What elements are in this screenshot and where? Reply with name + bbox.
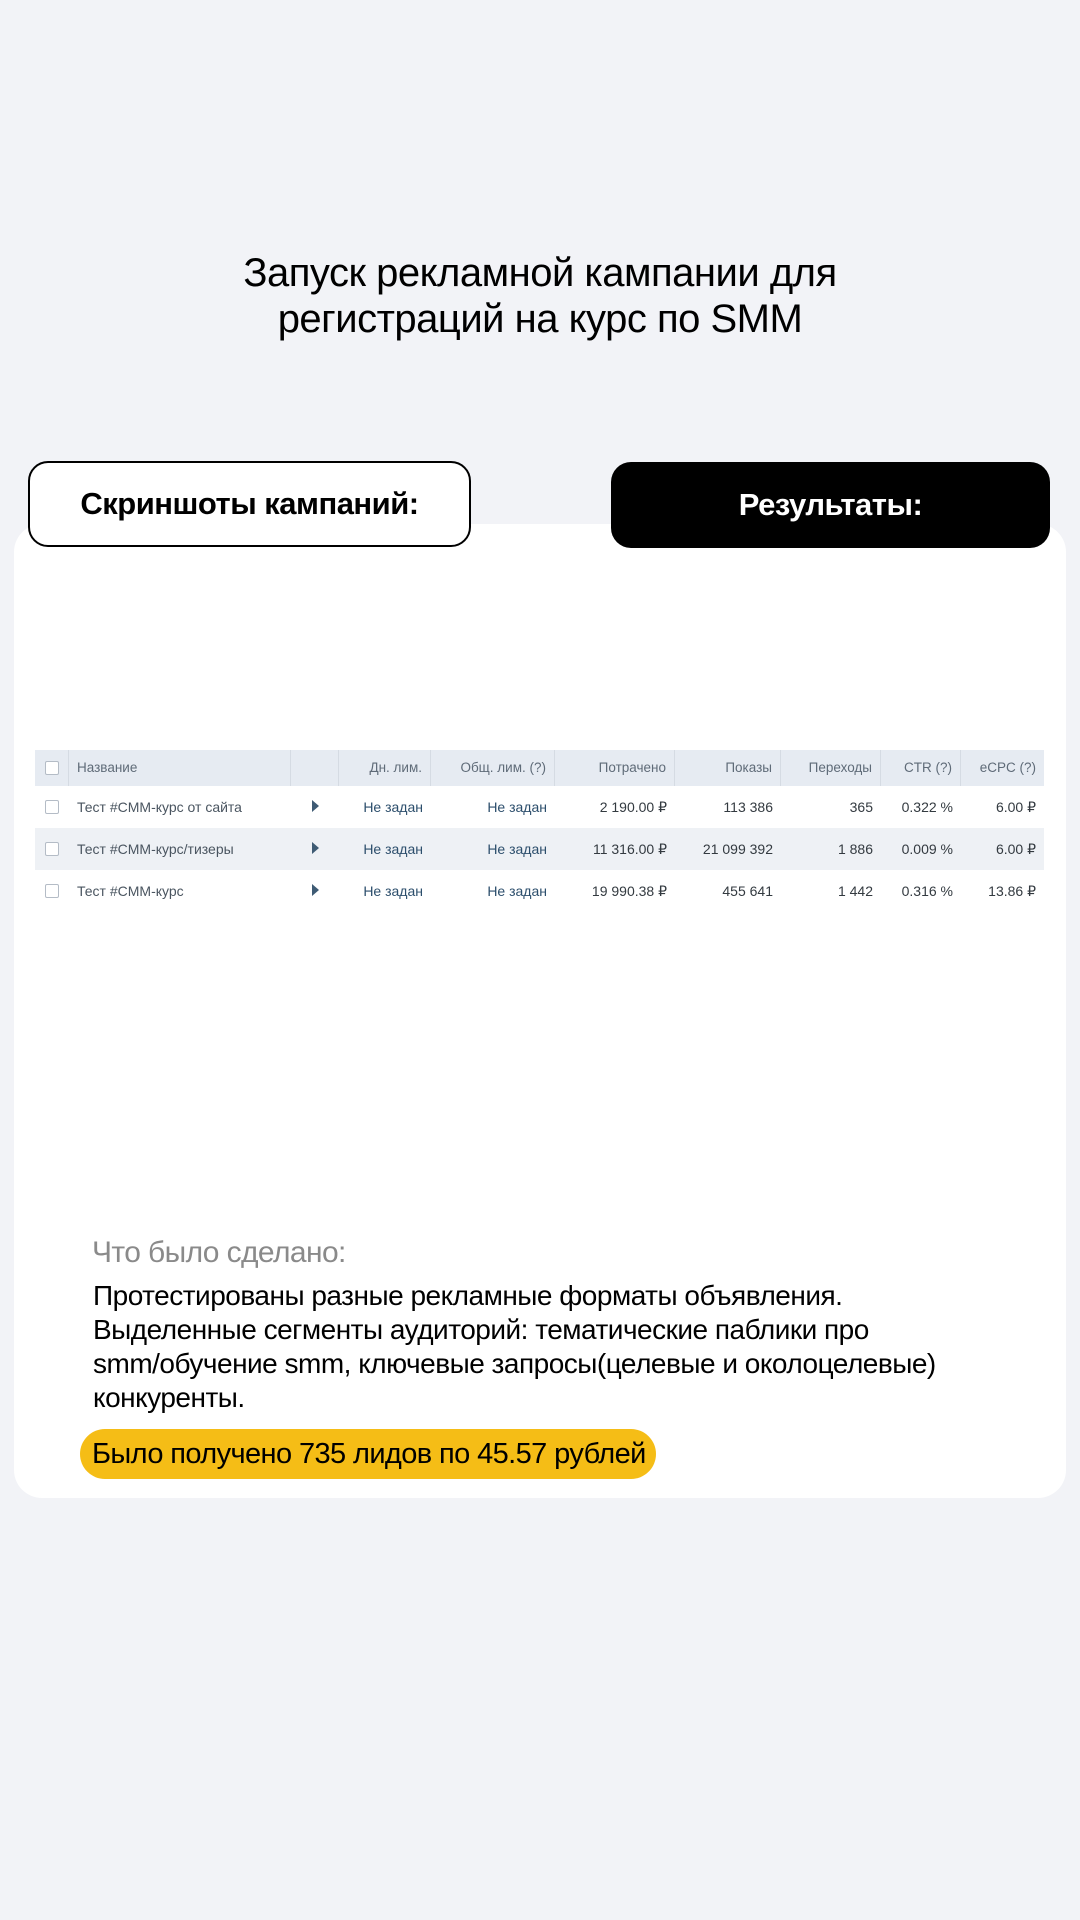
- done-line-4: конкуренты.: [93, 1382, 245, 1413]
- spent-value: 2 190.00 ₽: [599, 798, 667, 815]
- ctr-value: 0.322 %: [901, 799, 953, 815]
- table-header-row: [35, 750, 1044, 786]
- campaign-name[interactable]: Тест #CMM-курс от сайта: [77, 799, 242, 815]
- checkbox-icon: [45, 761, 59, 775]
- checkbox-icon: [45, 884, 59, 898]
- column-header-clicks[interactable]: Переходы: [781, 750, 881, 786]
- day-limit-link[interactable]: Не задан: [363, 799, 423, 815]
- ctr-value: 0.009 %: [901, 841, 953, 857]
- spent-value: 11 316.00 ₽: [592, 840, 667, 857]
- tab-results-label: Результаты:: [738, 487, 923, 522]
- expand-button[interactable]: [291, 883, 339, 899]
- expand-button[interactable]: [291, 799, 339, 815]
- play-triangle-icon: [312, 884, 319, 896]
- day-limit-link[interactable]: Не задан: [363, 841, 423, 857]
- tab-results[interactable]: [611, 462, 1050, 548]
- ecpc-value: 6.00 ₽: [995, 798, 1036, 815]
- column-header-ctr[interactable]: CTR (?): [881, 750, 961, 786]
- shows-value: 21 099 392: [702, 841, 773, 857]
- shows-value: 455 641: [722, 883, 773, 899]
- done-line-3: smm/обучение smm, ключевые запросы(целевые и околоцелевые): [93, 1348, 936, 1379]
- column-header-blank: [291, 750, 339, 786]
- tab-campaign-screenshots[interactable]: [28, 461, 471, 547]
- title-line-2: регистраций на курс по SMM: [277, 297, 803, 341]
- column-header-day-limit[interactable]: Дн. лим.: [339, 750, 431, 786]
- clicks-value: 1 886: [837, 841, 873, 857]
- page-title: [0, 250, 1080, 342]
- column-header-name[interactable]: Название: [69, 750, 291, 786]
- title-line-1: Запуск рекламной кампании для: [243, 251, 837, 295]
- ecpc-value: 13.86 ₽: [988, 882, 1036, 899]
- total-limit-link[interactable]: Не задан: [487, 841, 547, 857]
- spent-value: 19 990.38 ₽: [591, 882, 667, 899]
- select-all-checkbox[interactable]: [35, 750, 69, 786]
- tab-campaign-screenshots-label: Скриншоты кампаний:: [80, 486, 419, 521]
- table-row: [35, 828, 1044, 870]
- row-checkbox[interactable]: [35, 800, 69, 814]
- ecpc-value: 6.00 ₽: [995, 840, 1036, 857]
- done-line-1: Протестированы разные рекламные форматы объявления.: [93, 1280, 843, 1311]
- checkbox-icon: [45, 842, 59, 856]
- total-limit-link[interactable]: Не задан: [487, 799, 547, 815]
- clicks-value: 1 442: [837, 883, 873, 899]
- total-limit-link[interactable]: Не задан: [487, 883, 547, 899]
- column-header-total-limit[interactable]: Общ. лим. (?): [431, 750, 555, 786]
- shows-value: 113 386: [723, 799, 773, 815]
- row-checkbox[interactable]: [35, 884, 69, 898]
- result-text: Было получено 735 лидов по 45.57 рублей: [92, 1437, 646, 1470]
- column-header-shows[interactable]: Показы: [675, 750, 781, 786]
- checkbox-icon: [45, 800, 59, 814]
- play-triangle-icon: [312, 800, 319, 812]
- campaign-name[interactable]: Тест #CMM-курс: [77, 883, 184, 899]
- expand-button[interactable]: [291, 841, 339, 857]
- day-limit-link[interactable]: Не задан: [363, 883, 423, 899]
- done-line-2: Выделенные сегменты аудиторий: тематические паблики про: [93, 1314, 869, 1345]
- campaign-table: [35, 750, 1044, 912]
- play-triangle-icon: [312, 842, 319, 854]
- column-header-spent[interactable]: Потрачено: [555, 750, 675, 786]
- result-highlight: [80, 1429, 656, 1479]
- table-row: [35, 870, 1044, 912]
- clicks-value: 365: [849, 799, 873, 815]
- row-checkbox[interactable]: [35, 842, 69, 856]
- done-section-label: Что было сделано:: [92, 1236, 346, 1269]
- ctr-value: 0.316 %: [901, 883, 953, 899]
- table-row: [35, 786, 1044, 828]
- done-section-text: [93, 1279, 1053, 1415]
- column-header-ecpc[interactable]: eCPC (?): [979, 760, 1036, 775]
- campaign-name[interactable]: Тест #CMM-курс/тизеры: [77, 841, 234, 857]
